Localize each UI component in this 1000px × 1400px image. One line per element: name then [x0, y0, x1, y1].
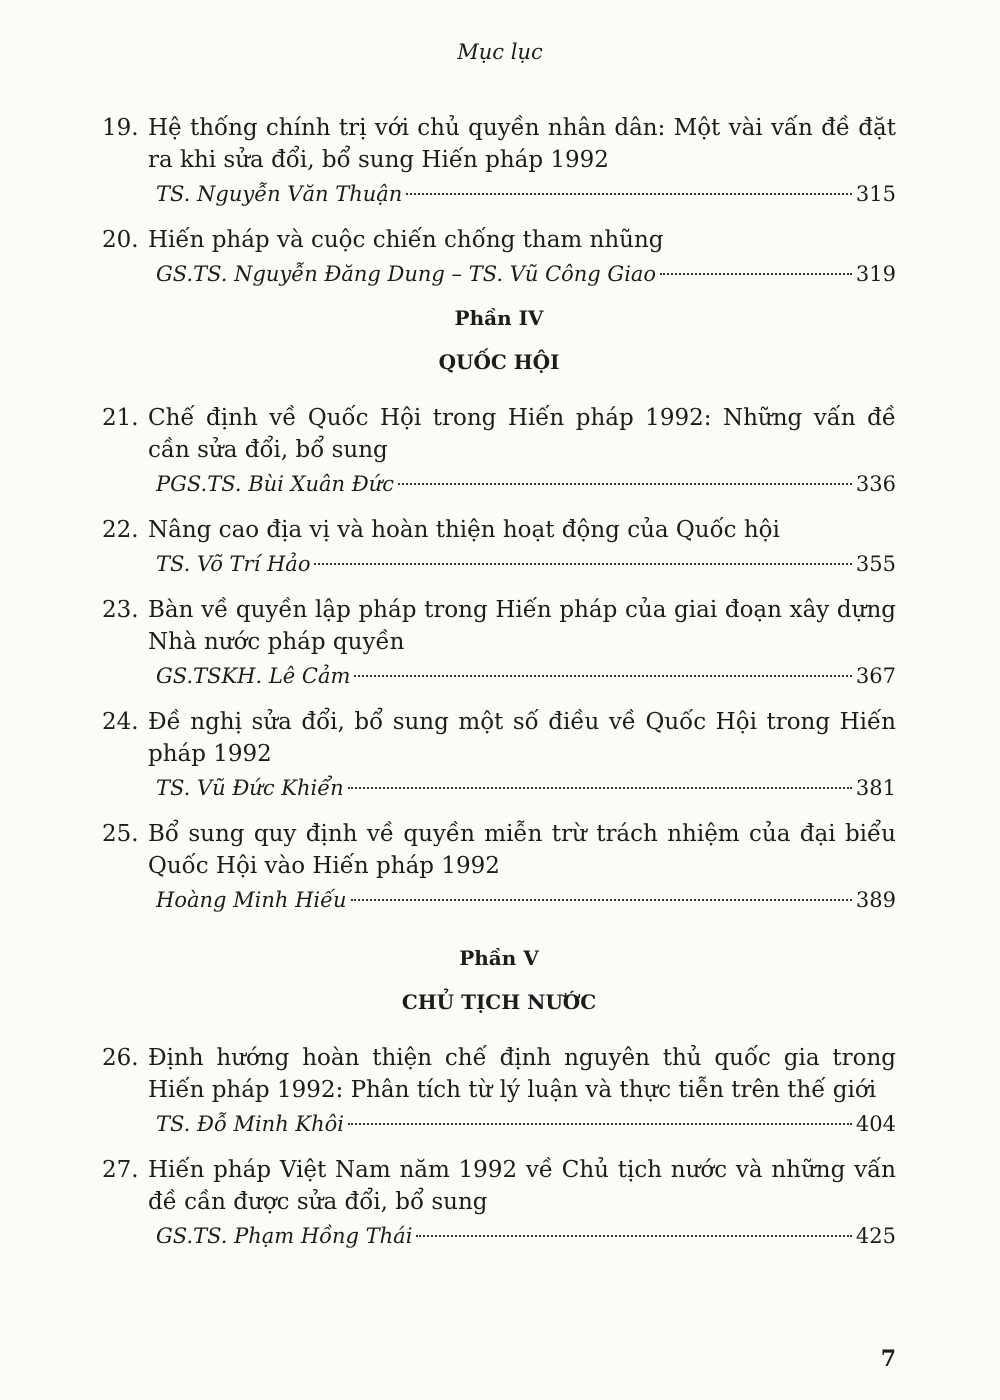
entry-author-row [156, 258, 896, 290]
entry-title: Định hướng hoàn thiện chế định nguyên thủ quốc gia trong Hiến pháp 1992: Phân tích từ lý luận và thực tiễn trên thế giới [148, 1045, 896, 1103]
entry-author: GS.TS. Nguyễn Đăng Dung – TS. Vũ Công Giao [156, 262, 657, 286]
entry-author: TS. Vũ Đức Khiển [156, 776, 344, 800]
entry-page: 355 [855, 552, 896, 576]
toc-entry [102, 402, 896, 500]
dot-leader [406, 193, 852, 195]
entry-author-row [156, 1108, 896, 1140]
page-number: 7 [880, 1346, 896, 1372]
entry-page: 319 [855, 262, 896, 286]
dot-leader [351, 899, 852, 901]
entry-number: 22. [102, 517, 139, 543]
entry-page: 425 [855, 1224, 896, 1248]
dot-leader [660, 273, 852, 275]
toc-entry [102, 818, 896, 916]
dot-leader [314, 563, 851, 565]
entry-title-row [102, 706, 896, 770]
entry-page: 389 [855, 888, 896, 912]
entry-number: 20. [102, 227, 139, 253]
entry-author: Hoàng Minh Hiếu [156, 888, 347, 912]
entry-page: 381 [855, 776, 896, 800]
entry-page: 336 [855, 472, 896, 496]
entry-title: Bổ sung quy định về quyền miễn trừ trách nhiệm của đại biểu Quốc Hội vào Hiến pháp 1992 [148, 821, 896, 879]
toc-entry [102, 112, 896, 210]
entry-title-row [102, 514, 896, 546]
entry-author: GS.TSKH. Lê Cảm [156, 664, 351, 688]
toc-entry [102, 224, 896, 290]
entry-page: 404 [855, 1112, 896, 1136]
entry-number: 27. [102, 1157, 139, 1183]
table-of-contents [102, 112, 896, 1266]
entry-title: Hiến pháp Việt Nam năm 1992 về Chủ tịch nước và những vấn đề cần được sửa đổi, bổ sung [148, 1157, 896, 1215]
entry-number: 19. [102, 115, 139, 141]
entry-author: PGS.TS. Bùi Xuân Đức [156, 472, 394, 496]
part-v-label: Phần V [459, 946, 539, 970]
part-iv-name: QUỐC HỘI [438, 350, 560, 374]
toc-group-part-v [102, 1042, 896, 1252]
dot-leader [398, 483, 852, 485]
entry-page: 315 [855, 182, 896, 206]
entry-author-row [156, 660, 896, 692]
entry-title: Bàn về quyền lập pháp trong Hiến pháp của giai đoạn xây dựng Nhà nước pháp quyền [148, 597, 896, 655]
toc-group-part-iv [102, 402, 896, 916]
entry-number: 21. [102, 405, 139, 431]
entry-number: 26. [102, 1045, 139, 1071]
dot-leader [348, 787, 852, 789]
entry-number: 23. [102, 597, 139, 623]
entry-title: Nâng cao địa vị và hoàn thiện hoạt động của Quốc hội [148, 517, 780, 543]
entry-title: Hiến pháp và cuộc chiến chống tham nhũng [148, 227, 664, 253]
entry-author: TS. Võ Trí Hảo [156, 552, 311, 576]
entry-author: TS. Nguyễn Văn Thuận [156, 182, 403, 206]
entry-page: 367 [855, 664, 896, 688]
entry-title: Chế định về Quốc Hội trong Hiến pháp 1992: Những vấn đề cần sửa đổi, bổ sung [148, 405, 896, 463]
entry-title: Hệ thống chính trị với chủ quyền nhân dân: Một vài vấn đề đặt ra khi sửa đổi, bổ sung Hiến pháp 1992 [148, 115, 896, 173]
part-v-name: CHỦ TỊCH NƯỚC [401, 990, 597, 1014]
toc-entry [102, 1042, 896, 1140]
entry-author-row [156, 468, 896, 500]
entry-author-row [156, 1220, 896, 1252]
running-head: Mục lục [457, 40, 543, 64]
entry-author-row [156, 548, 896, 580]
toc-entry [102, 1154, 896, 1252]
entry-author-row [156, 772, 896, 804]
entry-author-row [156, 178, 896, 210]
toc-group-part-iii [102, 112, 896, 290]
entry-number: 25. [102, 821, 139, 847]
dot-leader [348, 1123, 852, 1125]
entry-title: Đề nghị sửa đổi, bổ sung một số điều về Quốc Hội trong Hiến pháp 1992 [148, 709, 896, 767]
entry-author: TS. Đỗ Minh Khôi [156, 1112, 344, 1136]
dot-leader [416, 1235, 851, 1237]
entry-title-row [102, 402, 896, 466]
part-iv-label: Phần IV [454, 306, 544, 330]
entry-author: GS.TS. Phạm Hồng Thái [156, 1224, 413, 1248]
toc-entry [102, 594, 896, 692]
entry-title-row [102, 818, 896, 882]
toc-entry [102, 706, 896, 804]
dot-leader [354, 675, 852, 677]
entry-title-row [102, 1042, 896, 1106]
entry-title-row [102, 594, 896, 658]
entry-title-row [102, 1154, 896, 1218]
entry-title-row [102, 224, 896, 256]
toc-entry [102, 514, 896, 580]
entry-title-row [102, 112, 896, 176]
entry-number: 24. [102, 709, 139, 735]
entry-author-row [156, 884, 896, 916]
